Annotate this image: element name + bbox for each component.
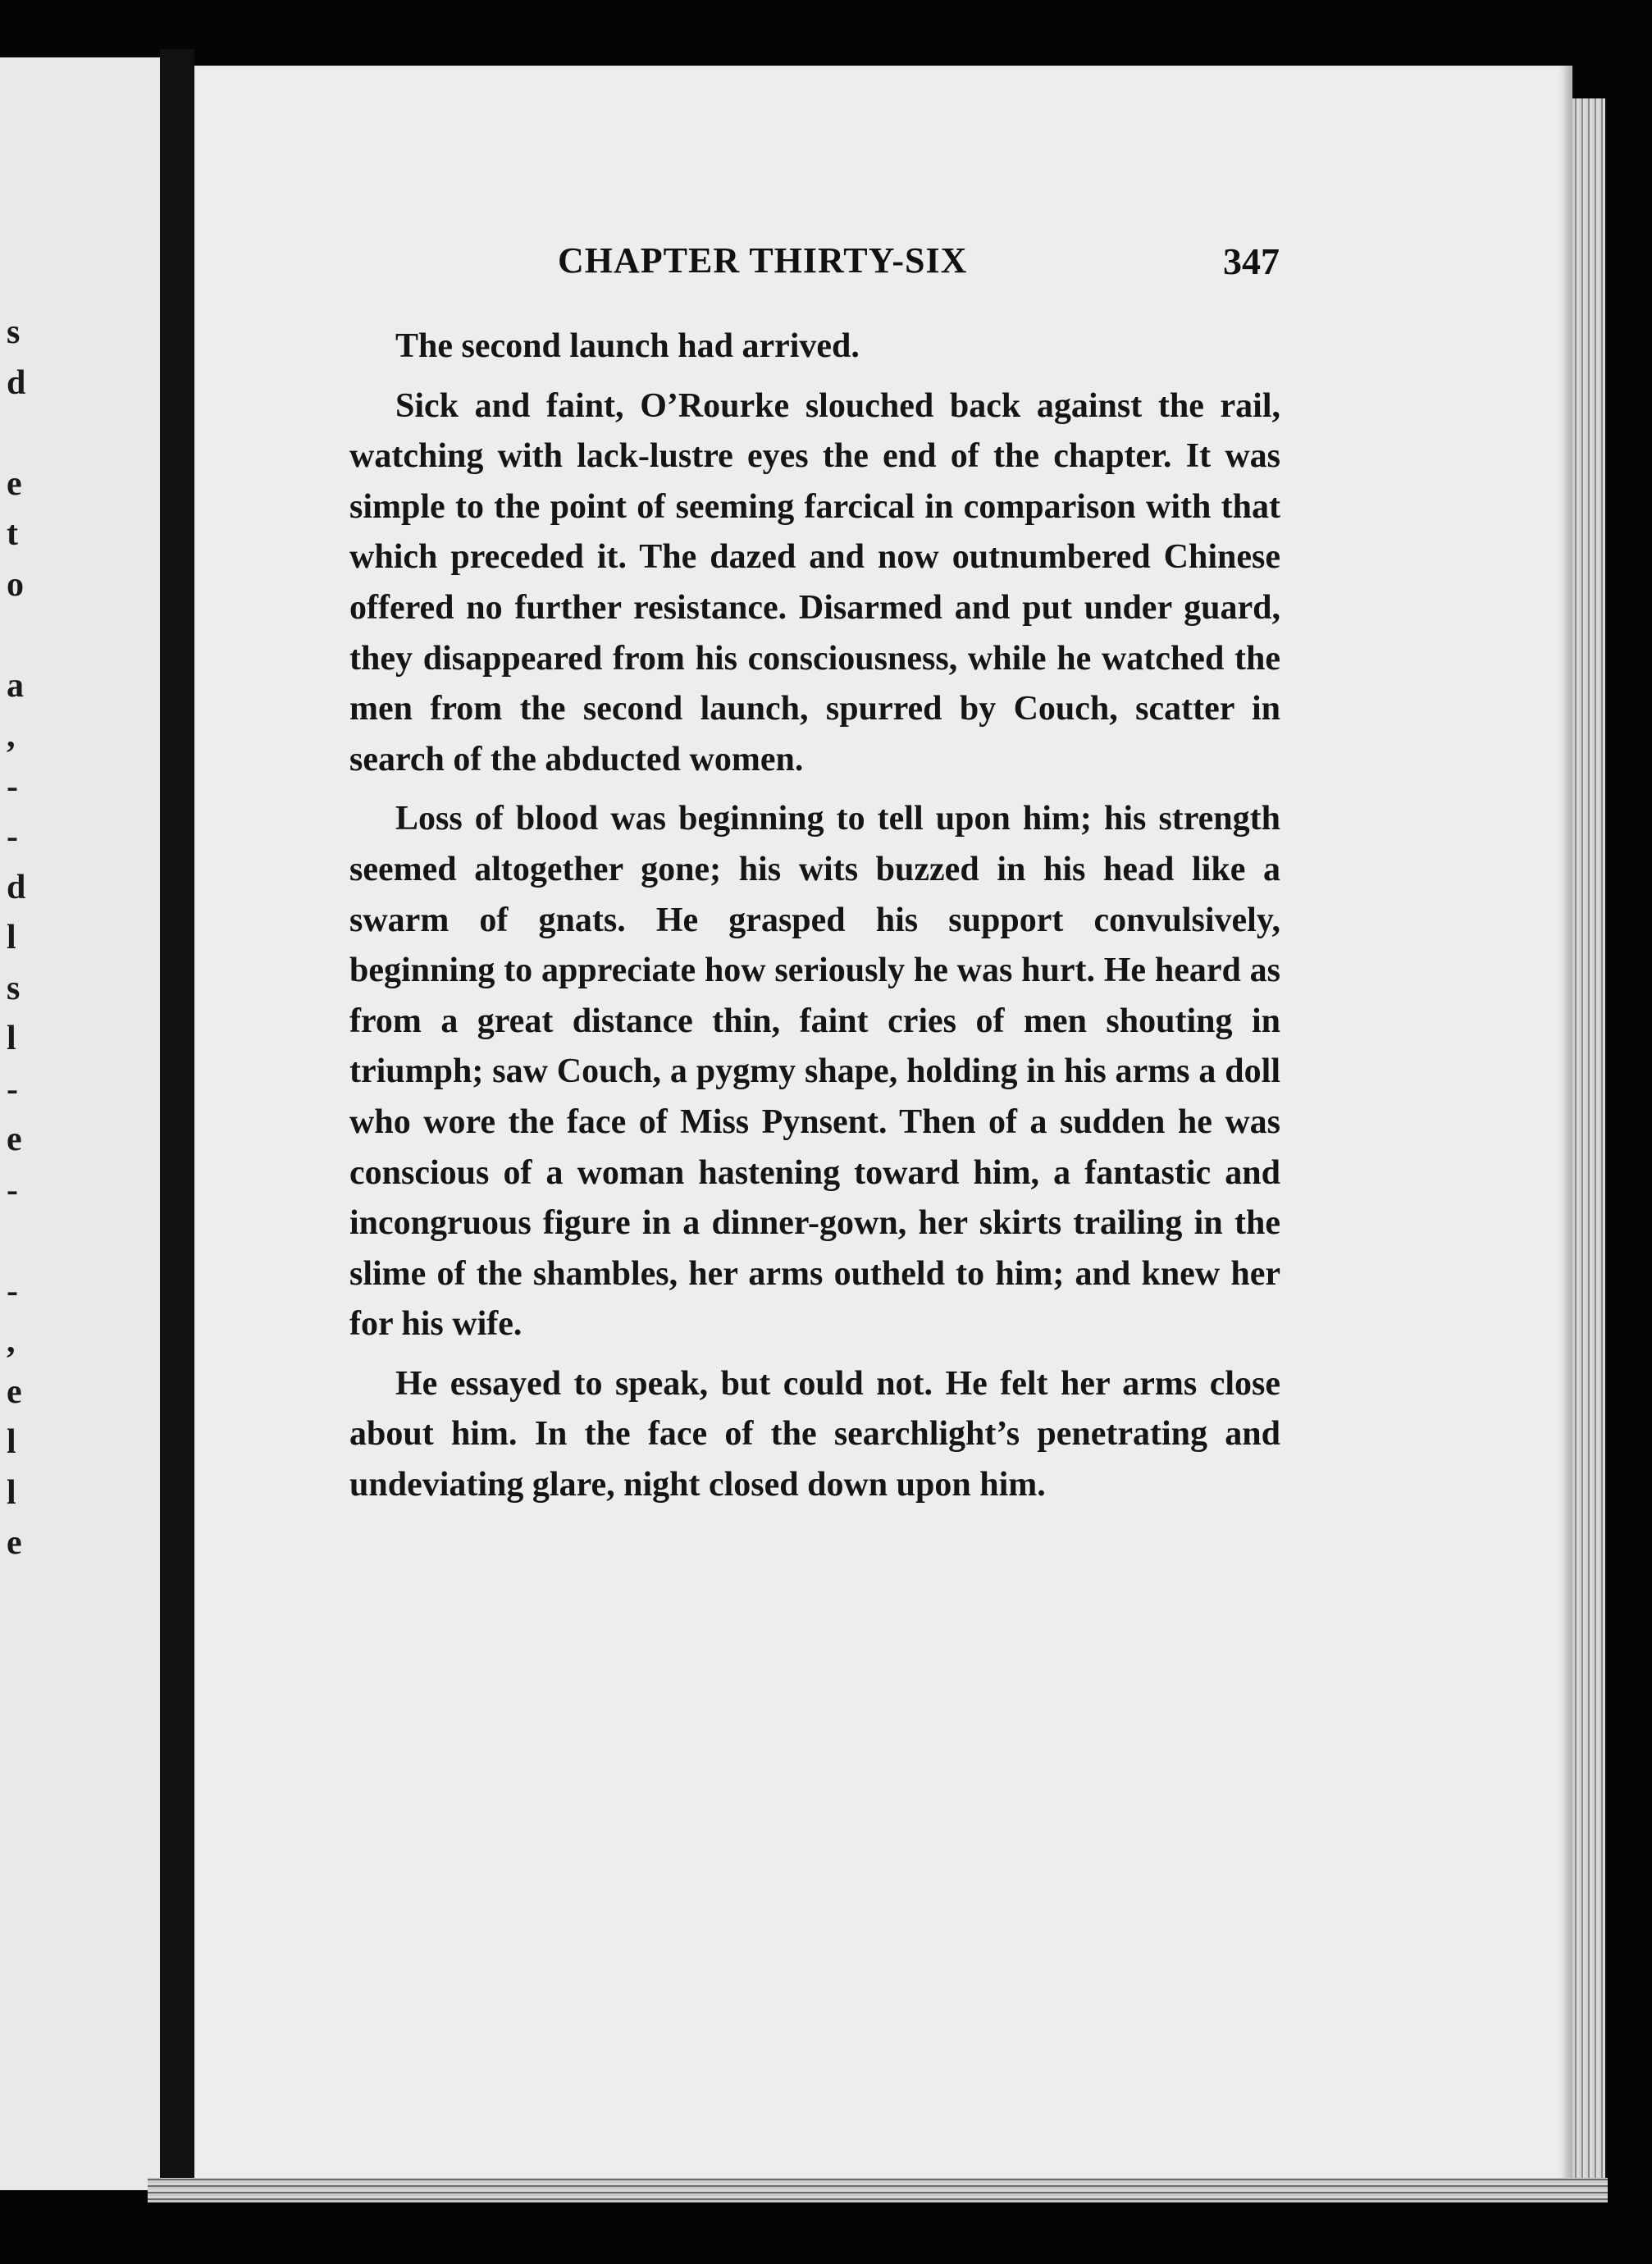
line-fragment: l <box>7 919 16 956</box>
line-fragment <box>7 610 56 661</box>
page-number: 347 <box>1223 240 1280 282</box>
previous-page-line-endings <box>7 308 56 1569</box>
line-fragment: - <box>7 1070 18 1108</box>
line-fragment: e <box>7 1121 22 1158</box>
paragraph: He essayed to speak, but could not. He felt her arms close about him. In the face of the searchlight’s penetrating and undeviating glare, night closed down upon him. <box>349 1364 1280 1504</box>
line-fragment: a <box>7 666 24 705</box>
line-fragment: d <box>7 868 26 906</box>
line-fragment: e <box>7 1372 22 1411</box>
line-fragment: o <box>7 565 24 604</box>
running-title: CHAPTER THIRTY-SIX <box>558 240 968 281</box>
line-fragment: l <box>7 1423 16 1461</box>
line-fragment: s <box>7 969 21 1007</box>
paragraph: The second launch had arrived. <box>395 327 860 365</box>
line-fragment: d <box>7 363 26 402</box>
line-fragment: e <box>7 1524 22 1562</box>
line-fragment <box>7 409 56 459</box>
paragraph: Sick and faint, O’Rourke slouched back against the rail, watching with lack-lustre eyes the end of the chapter. It was simple to the point of seeming farcical in comparison with that which preceded it. The dazed and now outnumbered Chinese offered no further resistance. Disarmed and put under guard, they disappeared from his consciousness, while he watched the men from the second launch, spurred by Couch, scatter in search of the abducted women. <box>349 386 1280 778</box>
body-text <box>349 322 1280 1511</box>
page-edge-bottom <box>148 2178 1608 2202</box>
line-fragment: e <box>7 464 22 503</box>
line-fragment: t <box>7 515 18 553</box>
paragraph: Loss of blood was beginning to tell upon him; his strength seemed altogether gone; his wits buzzed in his head like a swarm of gnats. He grasped his support convulsively, beginning to appreciate how seriously he was hurt. He heard as from a great distance thin, faint cries of men shouting in triumph; saw Couch, a pygmy shape, holding in his arms a doll who wore the face of Miss Pynsent. Then of a sudden he was conscious of a woman hastening toward him, a fantastic and incongruous figure in a dinner-gown, her skirts trailing in the slime of the shambles, her arms outheld to him; and knew her for his wife. <box>349 800 1280 1344</box>
line-fragment: , <box>7 1322 16 1360</box>
line-fragment: - <box>7 1271 18 1310</box>
line-fragment: l <box>7 1020 16 1057</box>
previous-page <box>0 57 160 2190</box>
line-fragment: - <box>7 767 18 806</box>
page-edge-right <box>1572 98 1605 2182</box>
line-fragment <box>7 1216 56 1267</box>
line-fragment: s <box>7 313 21 351</box>
line-fragment: - <box>7 1171 18 1209</box>
book-gutter <box>160 49 194 2198</box>
line-fragment: l <box>7 1473 16 1512</box>
page-header <box>394 240 1280 305</box>
line-fragment: , <box>7 717 16 755</box>
line-fragment: - <box>7 818 18 856</box>
